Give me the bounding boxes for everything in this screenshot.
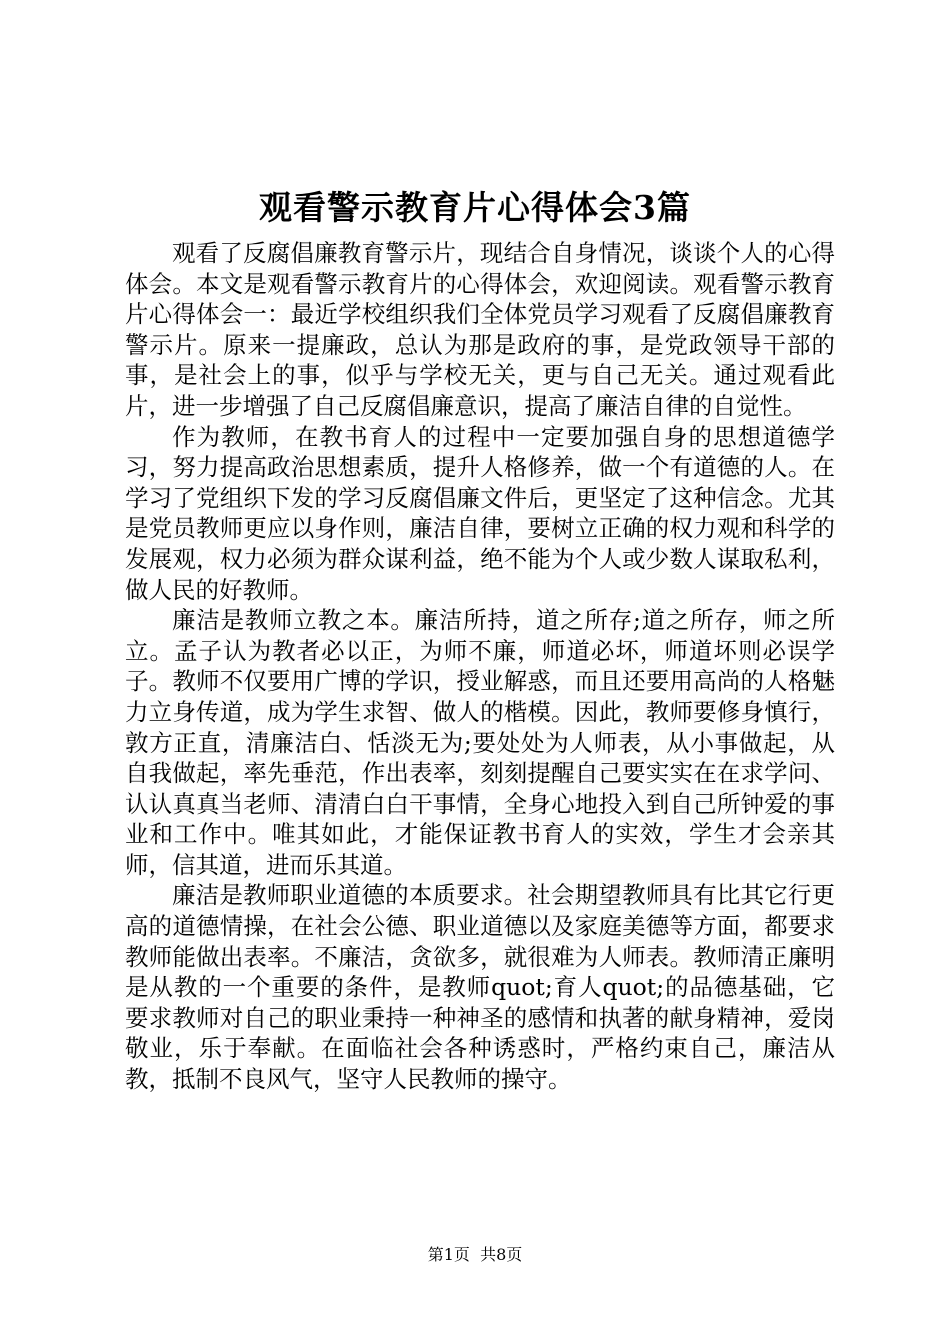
paragraph-2: 作为教师，在教书育人的过程中一定要加强自身的思想道德学习，努力提高政治思想素质，提升人格修养，做一个有道德的人。在学习了党组织下发的学习反腐倡廉文件后，更坚定了这种信念。尤其是党员教师更应以身作则，廉洁自律，要树立正确的权力观和科学的发展观，权力必须为群众谋利益，绝不能为个人或少数人谋取私利，做人民的好教师。 bbox=[125, 422, 835, 604]
paragraph-4: 廉洁是教师职业道德的本质要求。社会期望教师具有比其它行更高的道德情操，在社会公德、职业道德以及家庭美德等方面，都要求教师能做出表率。不廉洁，贪欲多，就很难为人师表。教师清正廉明是从教的一个重要的条件，是教师quot;育人quot;的品德基础，它要求教师对自己的职业秉持一种神圣的感情和执著的献身精神，爱岗敬业，乐于奉献。在面临社会各种诱惑时，严格约束自己，廉洁从教，抵制不良风气，坚守人民教师的操守。 bbox=[125, 881, 835, 1094]
document-body bbox=[125, 238, 835, 1095]
page-number: 第1页 bbox=[427, 1245, 470, 1264]
paragraph-1: 观看了反腐倡廉教育警示片，现结合自身情况，谈谈个人的心得体会。本文是观看警示教育片的心得体会，欢迎阅读。观看警示教育片心得体会一：最近学校组织我们全体党员学习观看了反腐倡廉教育警示片。原来一提廉政，总认为那是政府的事，是党政领导干部的事，是社会上的事，似乎与学校无关，更与自己无关。通过观看此片，进一步增强了自己反腐倡廉意识，提高了廉洁自律的自觉性。 bbox=[125, 239, 835, 420]
paragraph-3: 廉洁是教师立教之本。廉洁所持，道之所存;道之所存，师之所立。孟子认为教者必以正，为师不廉，师道必坏，师道坏则必误学子。教师不仅要用广博的学识，授业解惑，而且还要用高尚的人格魅力立身传道，成为学生求智、做人的楷模。因此，教师要修身慎行，敦方正直，清廉洁白、恬淡无为;要处处为人师表，从小事做起，从自我做起，率先垂范，作出表率，刻刻提醒自己要实实在在求学问、认认真真当老师、清清白白干事情，全身心地投入到自己所钟爱的事业和工作中。唯其如此，才能保证教书育人的实效，学生才会亲其师，信其道，进而乐其道。 bbox=[125, 606, 835, 879]
document-title: 观看警示教育片心得体会3篇 bbox=[259, 188, 691, 227]
page-total: 共8页 bbox=[480, 1245, 523, 1264]
page-footer bbox=[0, 1244, 950, 1266]
footer-separator bbox=[470, 1245, 480, 1264]
